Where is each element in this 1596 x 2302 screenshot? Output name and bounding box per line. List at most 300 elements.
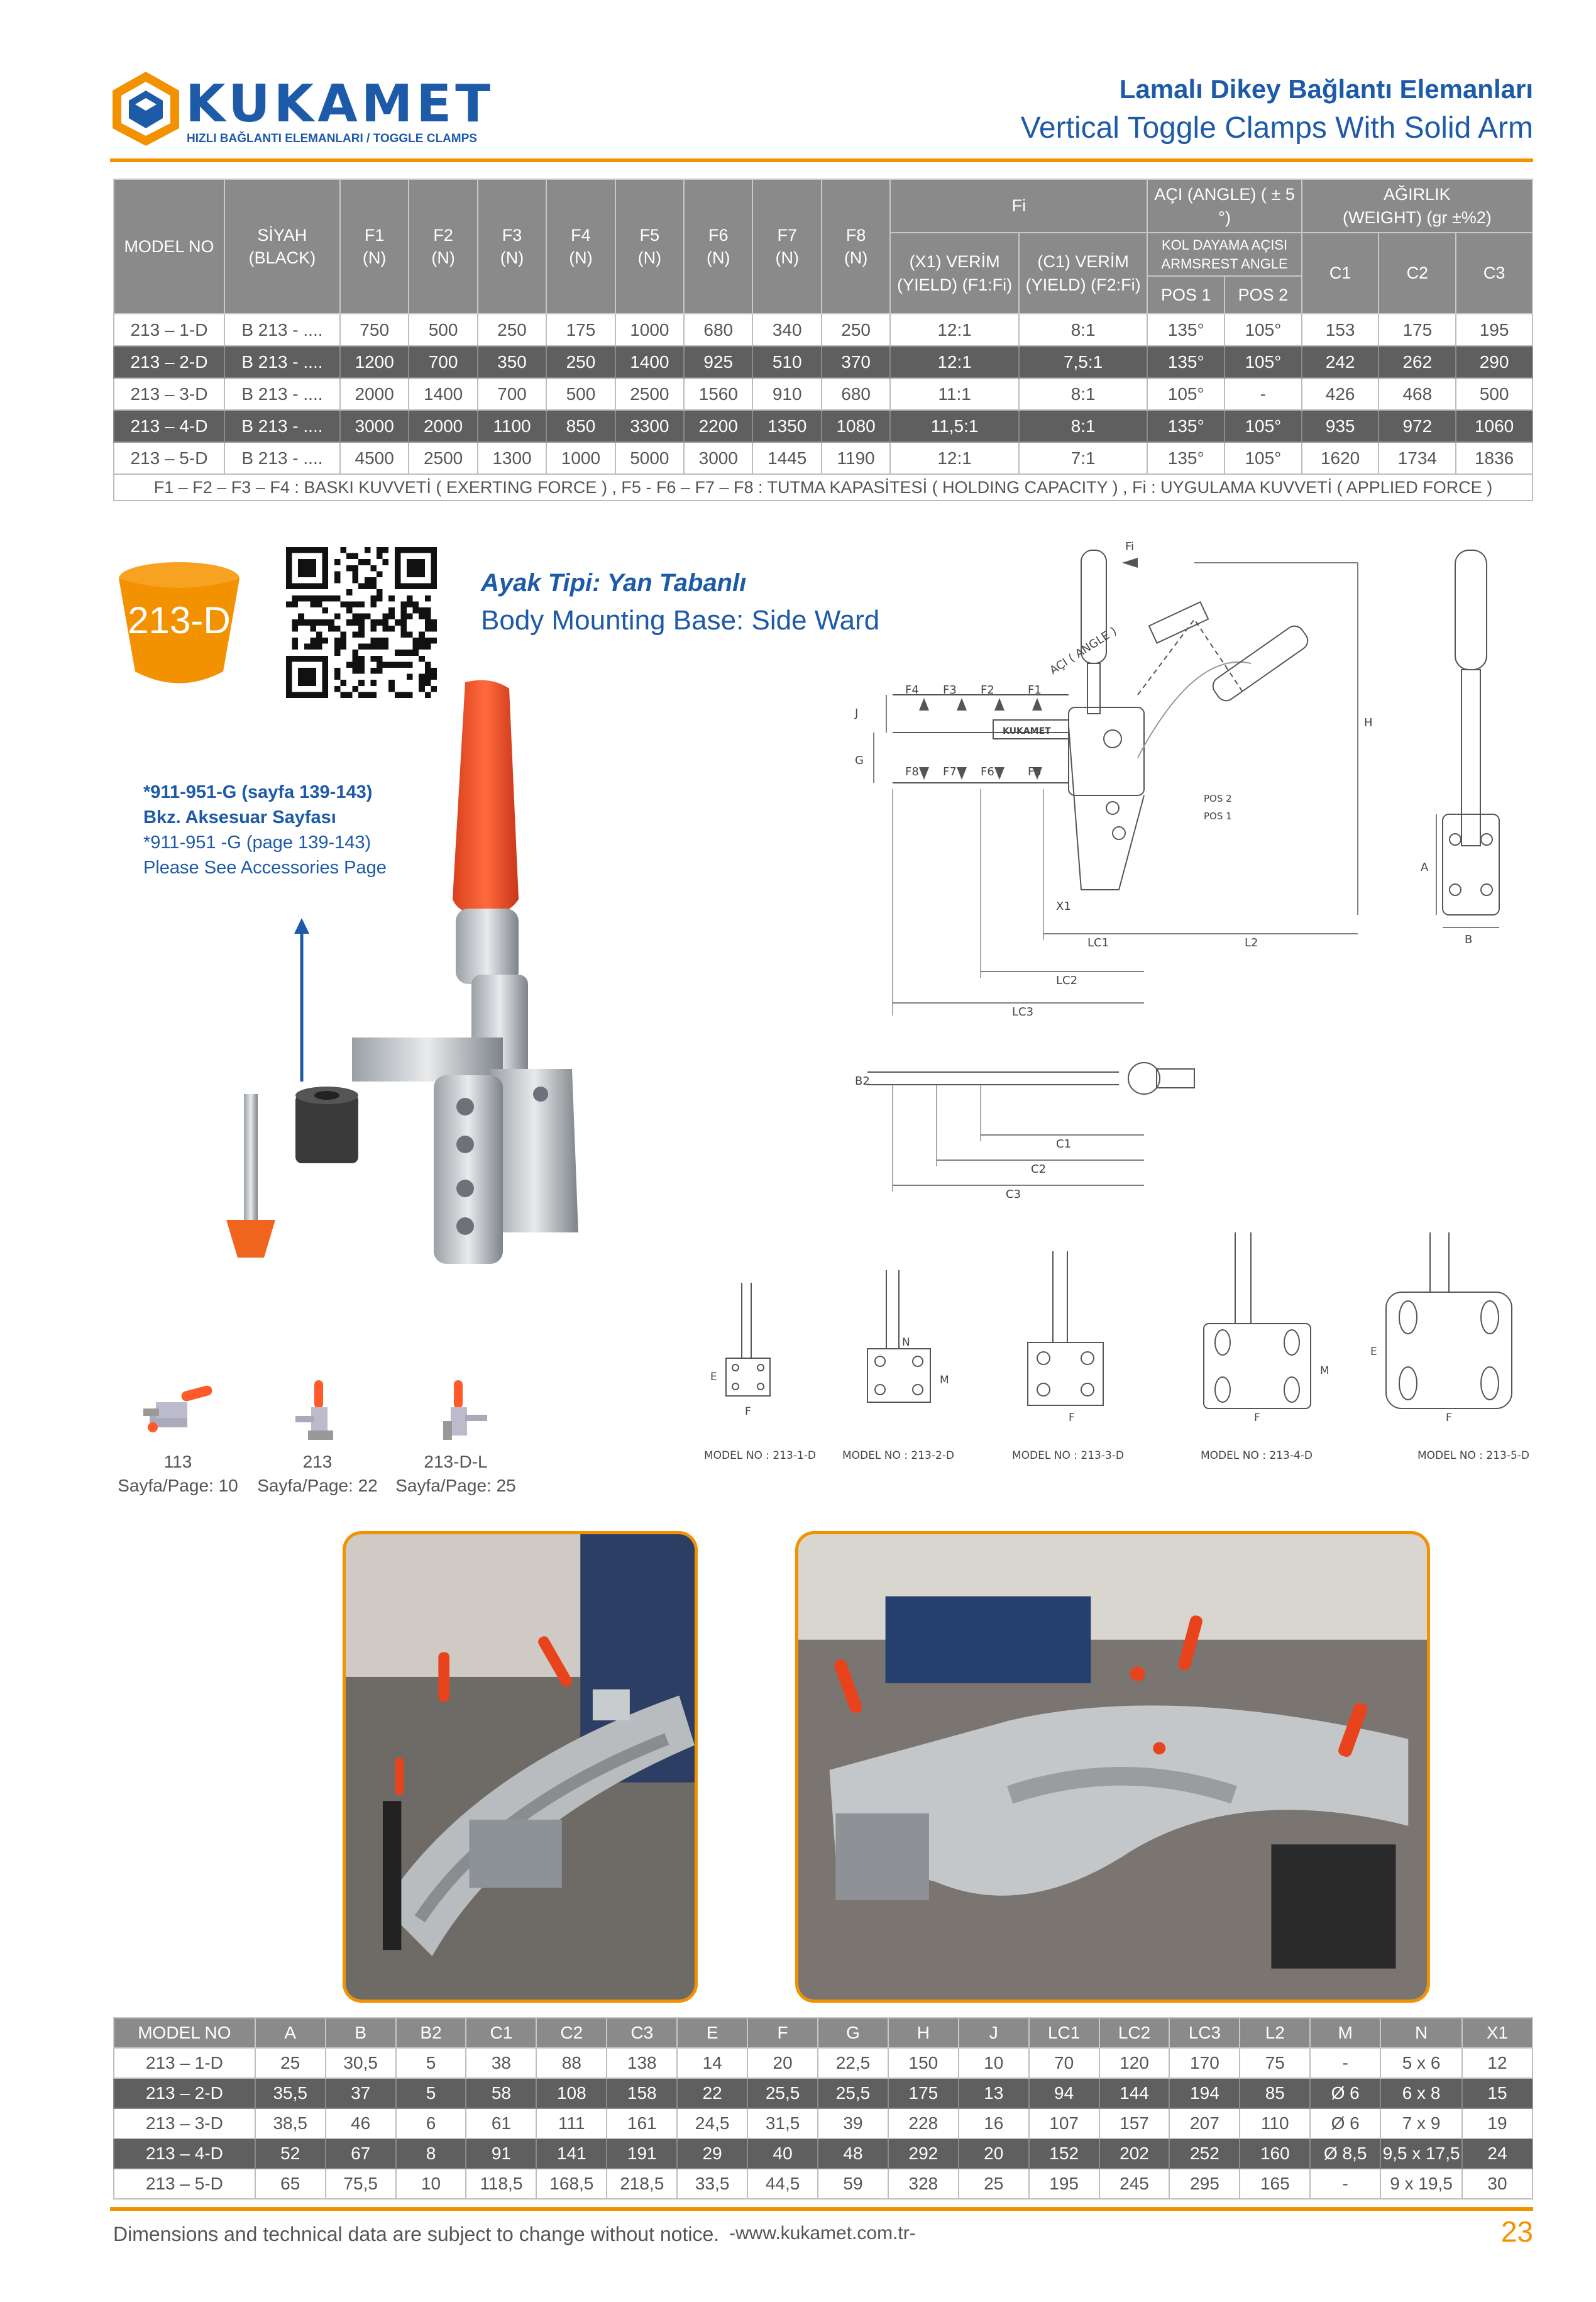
accessory-line-4: Please See Accessories Page: [143, 858, 387, 878]
accessory-line-2: Bkz. Aksesuar Sayfası: [143, 807, 336, 827]
model-label-5: MODEL NO : 213-5-D: [1417, 1449, 1530, 1462]
dim-cell: 9,5 x 17,5: [1380, 2139, 1462, 2169]
dim-header: J: [959, 2018, 1029, 2048]
spec-cell: 1000: [546, 442, 615, 474]
th-armrest: KOL DAYAMA AÇISI ARMSREST ANGLE: [1147, 233, 1301, 276]
dim-cell: 24,5: [677, 2108, 747, 2139]
spec-cell: 2500: [409, 442, 477, 474]
dim-cell: 6: [396, 2108, 466, 2139]
spec-cell: 105°: [1225, 314, 1302, 346]
label-pos1: POS 1: [1204, 811, 1232, 822]
accessory-line-3: *911-951 -G (page 139-143): [143, 833, 371, 853]
clamp-product-image: [201, 667, 610, 1283]
dim-cell: 25,5: [818, 2078, 888, 2108]
dim-cell: 22,5: [818, 2048, 888, 2078]
spec-cell: 105°: [1225, 410, 1302, 442]
spec-cell: 1060: [1456, 410, 1533, 442]
dim-cell: 58: [466, 2078, 536, 2108]
spec-cell: 850: [546, 410, 615, 442]
dim-cell: 35,5: [255, 2078, 326, 2108]
th-f6: F6 (N): [684, 179, 752, 314]
dim-row: [114, 2108, 1533, 2139]
dim-header: X1: [1462, 2018, 1533, 2048]
dim-cell: -: [1310, 2048, 1380, 2078]
dim-cell: 20: [959, 2139, 1029, 2169]
mounting-title-en: Body Mounting Base: Side Ward: [481, 605, 880, 636]
label-f3: F3: [943, 683, 957, 697]
spec-cell: B 213 - ....: [224, 442, 340, 474]
spec-cell: 1080: [822, 410, 890, 442]
dim-row: [114, 2048, 1533, 2078]
dim-row: [114, 2139, 1533, 2169]
spec-cell: 370: [822, 346, 890, 378]
dim-header: L2: [1240, 2018, 1310, 2048]
dim-header: N: [1380, 2018, 1462, 2048]
label-b: B: [1465, 933, 1473, 946]
related-213-d-l-model: 213-D-L: [424, 1452, 488, 1471]
spec-cell: 1300: [478, 442, 546, 474]
spec-cell: -: [1225, 378, 1302, 410]
dim-f-3: F: [1069, 1412, 1075, 1424]
dim-cell: 175: [888, 2078, 959, 2108]
th-angle: AÇI (ANGLE) ( ± 5 °): [1147, 179, 1301, 233]
dim-f-1: F: [745, 1405, 751, 1418]
spec-cell: 3000: [340, 410, 409, 442]
label-g: G: [855, 754, 864, 767]
spec-cell: 175: [546, 314, 615, 346]
dim-cell: 138: [607, 2048, 677, 2078]
spec-cell: 1734: [1379, 442, 1456, 474]
spec-cell: 1836: [1456, 442, 1533, 474]
spec-cell: 500: [1456, 378, 1533, 410]
spec-row: [114, 314, 1533, 346]
spec-cell: 3000: [684, 442, 752, 474]
spec-cell: 500: [546, 378, 615, 410]
spec-cell: 468: [1379, 378, 1456, 410]
spec-cell: 700: [478, 378, 546, 410]
dim-header: LC1: [1029, 2018, 1099, 2048]
dim-cell: 25: [959, 2169, 1029, 2199]
dim-cell: 48: [818, 2139, 888, 2169]
model-label-2: MODEL NO : 213-2-D: [842, 1449, 955, 1462]
th-weight: AĞIRLIK (WEIGHT) (gr ±%2): [1302, 179, 1533, 233]
spec-cell: 105°: [1225, 346, 1302, 378]
related-model-113[interactable]: [115, 1377, 241, 1498]
footer-divider: [110, 2207, 1533, 2211]
dim-cell: 158: [607, 2078, 677, 2108]
dim-row: [114, 2169, 1533, 2199]
spec-cell: 250: [478, 314, 546, 346]
spec-cell: 2500: [615, 378, 684, 410]
clamp-213-d-l-icon: [415, 1377, 497, 1446]
spec-row: [114, 346, 1533, 378]
dim-cell: 5: [396, 2078, 466, 2108]
label-c1: C1: [1056, 1137, 1072, 1151]
dim-cell: 94: [1029, 2078, 1099, 2108]
label-brand-mark: KUKAMET: [1003, 726, 1051, 736]
spec-cell: 195: [1456, 314, 1533, 346]
dim-cell: 213 – 4-D: [114, 2139, 255, 2169]
dim-cell: 15: [1462, 2078, 1533, 2108]
spec-cell: 12:1: [890, 346, 1019, 378]
th-f2: F2 (N): [409, 179, 477, 314]
label-a: A: [1421, 861, 1429, 874]
dim-cell: 160: [1240, 2139, 1310, 2169]
dim-cell: 165: [1240, 2169, 1310, 2199]
spec-cell: 175: [1379, 314, 1456, 346]
dim-cell: 328: [888, 2169, 959, 2199]
spec-cell: 213 – 5-D: [114, 442, 224, 474]
label-f5: F5: [1028, 765, 1042, 778]
spec-cell: 1350: [752, 410, 821, 442]
dim-row: [114, 2078, 1533, 2108]
dim-m-4: M: [1320, 1364, 1329, 1377]
dim-header: LC2: [1099, 2018, 1170, 2048]
dim-cell: 111: [536, 2108, 607, 2139]
dim-cell: 29: [677, 2139, 747, 2169]
brand-name: KUKAMET: [185, 74, 495, 134]
spec-cell: B 213 - ....: [224, 378, 340, 410]
th-c2: C2: [1379, 233, 1456, 314]
spec-cell: 4500: [340, 442, 409, 474]
footer-disclaimer: Dimensions and technical data are subject to change without notice.: [113, 2223, 720, 2245]
dim-cell: 213 – 1-D: [114, 2048, 255, 2078]
dim-header: C2: [536, 2018, 607, 2048]
label-x1: X1: [1056, 900, 1071, 913]
spec-cell: 1620: [1302, 442, 1379, 474]
header-divider: [110, 158, 1533, 162]
th-fi: Fi: [890, 179, 1147, 233]
dim-cell: 207: [1169, 2108, 1240, 2139]
spec-cell: 8:1: [1019, 410, 1148, 442]
dim-cell: 70: [1029, 2048, 1099, 2078]
dim-cell: 202: [1099, 2139, 1170, 2169]
footprint-213-3-d: [1028, 1251, 1103, 1405]
dim-f-5: F: [1446, 1412, 1452, 1424]
dim-cell: 107: [1029, 2108, 1099, 2139]
spec-cell: 105°: [1147, 378, 1225, 410]
spec-cell: 213 – 4-D: [114, 410, 224, 442]
dim-header: C3: [607, 2018, 677, 2048]
dim-cell: 295: [1169, 2169, 1240, 2199]
page-title-en: Vertical Toggle Clamps With Solid Arm: [1020, 111, 1533, 145]
label-f1: F1: [1028, 683, 1042, 697]
dim-cell: 218,5: [607, 2169, 677, 2199]
th-c1: C1: [1302, 233, 1379, 314]
footprint-213-5-d: [1386, 1232, 1512, 1408]
logo-hex-icon: [110, 69, 182, 148]
footprint-213-2-d: [867, 1270, 930, 1402]
label-f8: F8: [905, 765, 919, 778]
th-f3: F3 (N): [478, 179, 546, 314]
spec-cell: 135°: [1147, 346, 1225, 378]
spec-cell: 1000: [615, 314, 684, 346]
spec-note-row: [114, 474, 1533, 501]
label-c2: C2: [1031, 1163, 1047, 1176]
dim-cell: 30: [1462, 2169, 1533, 2199]
spec-cell: 510: [752, 346, 821, 378]
dim-cell: 141: [536, 2139, 607, 2169]
brand-subtitle: HIZLI BAĞLANTI ELEMANLARI / TOGGLE CLAMPS: [187, 132, 477, 145]
dim-cell: 10: [959, 2048, 1029, 2078]
spec-cell: 680: [822, 378, 890, 410]
dim-header: F: [747, 2018, 818, 2048]
spec-cell: 3300: [615, 410, 684, 442]
dim-cell: 110: [1240, 2108, 1310, 2139]
dim-cell: 157: [1099, 2108, 1170, 2139]
spec-cell: 8:1: [1019, 378, 1148, 410]
dim-cell: 14: [677, 2048, 747, 2078]
spec-cell: 12:1: [890, 314, 1019, 346]
dim-cell: 120: [1099, 2048, 1170, 2078]
dim-header: MODEL NO: [114, 2018, 255, 2048]
dim-cell: 228: [888, 2108, 959, 2139]
spec-cell: 213 – 3-D: [114, 378, 224, 410]
spec-cell: 680: [684, 314, 752, 346]
spec-cell: 1400: [409, 378, 477, 410]
spec-cell: 8:1: [1019, 314, 1148, 346]
dim-cell: 19: [1462, 2108, 1533, 2139]
related-213-d-l-page: Sayfa/Page: 25: [395, 1476, 516, 1495]
dim-cell: 25,5: [747, 2078, 818, 2108]
related-213-page: Sayfa/Page: 22: [257, 1476, 378, 1495]
dim-cell: 108: [536, 2078, 607, 2108]
dim-cell: 37: [326, 2078, 396, 2108]
th-x1-yield: (X1) VERİM (YIELD) (F1:Fi): [890, 233, 1019, 314]
th-f1: F1 (N): [340, 179, 409, 314]
spec-cell: 1100: [478, 410, 546, 442]
spec-cell: 5000: [615, 442, 684, 474]
dim-m-2: M: [940, 1374, 949, 1386]
dim-cell: 75,5: [326, 2169, 396, 2199]
dim-cell: -: [1310, 2169, 1380, 2199]
dim-cell: 194: [1169, 2078, 1240, 2108]
dim-cell: Ø 6: [1310, 2078, 1380, 2108]
dim-cell: 65: [255, 2169, 326, 2199]
spec-cell: B 213 - ....: [224, 346, 340, 378]
th-f7: F7 (N): [752, 179, 821, 314]
dim-cell: 161: [607, 2108, 677, 2139]
spec-row: [114, 378, 1533, 410]
application-photo-2: [795, 1531, 1430, 2003]
fixture-photo-1-icon: [346, 1534, 695, 2000]
spec-cell: B 213 - ....: [224, 314, 340, 346]
spec-cell: 1400: [615, 346, 684, 378]
label-angle: AÇI ( ANGLE ): [1047, 624, 1120, 678]
dim-cell: 191: [607, 2139, 677, 2169]
spec-cell: 105°: [1225, 442, 1302, 474]
spec-cell: 7,5:1: [1019, 346, 1148, 378]
dim-cell: 12: [1462, 2048, 1533, 2078]
page-number: 23: [1500, 2215, 1533, 2248]
dim-cell: 22: [677, 2078, 747, 2108]
dim-cell: 39: [818, 2108, 888, 2139]
dim-cell: 118,5: [466, 2169, 536, 2199]
spec-cell: 925: [684, 346, 752, 378]
dim-n-2: N: [902, 1336, 910, 1349]
related-model-213-d-l[interactable]: [393, 1377, 519, 1498]
spec-cell: 1560: [684, 378, 752, 410]
dim-cell: 59: [818, 2169, 888, 2199]
dim-cell: 10: [396, 2169, 466, 2199]
dim-cell: 245: [1099, 2169, 1170, 2199]
clamp-113-icon: [137, 1377, 219, 1446]
spec-cell: 1190: [822, 442, 890, 474]
dim-cell: 20: [747, 2048, 818, 2078]
model-label-3: MODEL NO : 213-3-D: [1012, 1449, 1125, 1462]
spec-cell: 11,5:1: [890, 410, 1019, 442]
label-h: H: [1364, 716, 1373, 729]
spec-cell: 7:1: [1019, 442, 1148, 474]
kukamet-logo: [110, 69, 495, 151]
dim-cell: Ø 6: [1310, 2108, 1380, 2139]
dim-cell: 170: [1169, 2048, 1240, 2078]
dim-cell: 213 – 3-D: [114, 2108, 255, 2139]
dim-cell: 88: [536, 2048, 607, 2078]
spec-row: [114, 410, 1533, 442]
th-pos2: POS 2: [1225, 276, 1302, 314]
dim-e-1: E: [710, 1371, 717, 1383]
dim-cell: 61: [466, 2108, 536, 2139]
spec-cell: 500: [409, 314, 477, 346]
spec-cell: 290: [1456, 346, 1533, 378]
model-label-4: MODEL NO : 213-4-D: [1201, 1449, 1313, 1462]
dim-cell: 195: [1029, 2169, 1099, 2199]
th-f8: F8 (N): [822, 179, 890, 314]
dim-header: E: [677, 2018, 747, 2048]
dim-cell: 38: [466, 2048, 536, 2078]
accessory-line-1: *911-951-G (sayfa 139-143): [143, 782, 373, 802]
dim-cell: 25: [255, 2048, 326, 2078]
dim-cell: 9 x 19,5: [1380, 2169, 1462, 2199]
dim-header: C1: [466, 2018, 536, 2048]
dim-cell: 40: [747, 2139, 818, 2169]
label-f6: F6: [981, 765, 994, 778]
dim-cell: 168,5: [536, 2169, 607, 2199]
spec-cell: 935: [1302, 410, 1379, 442]
mounting-title-tr: Ayak Tipi: Yan Tabanlı: [481, 569, 747, 597]
spec-cell: 972: [1379, 410, 1456, 442]
spec-table: [113, 179, 1533, 501]
badge-label: 213-D: [128, 599, 231, 641]
spec-note: F1 – F2 – F3 – F4 : BASKI KUVVETİ ( EXERTING FORCE ) , F5 - F6 – F7 – F8 : TUTMA KAPASİTESİ ( HOLDING CAPACITY ) , Fi : UYGULAMA KUVVETİ ( APPLIED FORCE ): [114, 474, 1533, 501]
dim-header: B: [326, 2018, 396, 2048]
th-c3: C3: [1456, 233, 1533, 314]
spec-cell: 750: [340, 314, 409, 346]
model-footprint-drawings: [691, 1232, 1534, 1471]
th-model: MODEL NO: [114, 179, 224, 314]
related-213-model: 213: [302, 1452, 333, 1471]
dim-cell: 24: [1462, 2139, 1533, 2169]
spec-cell: 135°: [1147, 410, 1225, 442]
footer-website[interactable]: -www.kukamet.com.tr-: [729, 2223, 916, 2244]
dim-cell: 213 – 2-D: [114, 2078, 255, 2108]
dim-header: LC3: [1169, 2018, 1240, 2048]
dim-cell: 5: [396, 2048, 466, 2078]
dim-cell: 6 x 8: [1380, 2078, 1462, 2108]
spec-cell: 250: [822, 314, 890, 346]
page-title-tr: Lamalı Dikey Bağlantı Elemanları: [1119, 74, 1533, 104]
spec-cell: 426: [1302, 378, 1379, 410]
spec-cell: 350: [478, 346, 546, 378]
clamp-213-icon: [277, 1377, 358, 1446]
dim-cell: 91: [466, 2139, 536, 2169]
th-pos1: POS 1: [1147, 276, 1225, 314]
spec-cell: 262: [1379, 346, 1456, 378]
spec-cell: 2200: [684, 410, 752, 442]
dim-cell: 8: [396, 2139, 466, 2169]
label-lc1: LC1: [1087, 936, 1109, 949]
spec-cell: 213 – 2-D: [114, 346, 224, 378]
dim-cell: 30,5: [326, 2048, 396, 2078]
model-label-1: MODEL NO : 213-1-D: [704, 1449, 817, 1462]
dim-cell: 292: [888, 2139, 959, 2169]
label-lc3: LC3: [1012, 1005, 1034, 1019]
spec-cell: 12:1: [890, 442, 1019, 474]
dim-cell: 31,5: [747, 2108, 818, 2139]
spec-cell: 2000: [340, 378, 409, 410]
related-113-page: Sayfa/Page: 10: [118, 1476, 238, 1495]
technical-drawing: [842, 538, 1534, 1229]
dim-cell: 150: [888, 2048, 959, 2078]
th-f5: F5 (N): [615, 179, 684, 314]
spec-cell: 910: [752, 378, 821, 410]
label-f4: F4: [905, 683, 919, 697]
spec-cell: 1200: [340, 346, 409, 378]
dim-cell: 33,5: [677, 2169, 747, 2199]
th-f4: F4 (N): [546, 179, 615, 314]
dim-cell: 38,5: [255, 2108, 326, 2139]
dim-cell: 13: [959, 2078, 1029, 2108]
dim-cell: 75: [1240, 2048, 1310, 2078]
dim-cell: 52: [255, 2139, 326, 2169]
label-j: J: [855, 707, 859, 720]
dim-header: B2: [396, 2018, 466, 2048]
related-model-213[interactable]: [255, 1377, 380, 1498]
dim-cell: 252: [1169, 2139, 1240, 2169]
spec-cell: 153: [1302, 314, 1379, 346]
label-f7: F7: [943, 765, 957, 778]
spec-cell: B 213 - ....: [224, 410, 340, 442]
dim-cell: 46: [326, 2108, 396, 2139]
spec-cell: 135°: [1147, 314, 1225, 346]
spec-cell: 1445: [752, 442, 821, 474]
dim-cell: 7 x 9: [1380, 2108, 1462, 2139]
dim-cell: Ø 8,5: [1310, 2139, 1380, 2169]
spec-cell: 11:1: [890, 378, 1019, 410]
dim-cell: 67: [326, 2139, 396, 2169]
dim-cell: 5 x 6: [1380, 2048, 1462, 2078]
label-fi: Fi: [1125, 540, 1135, 553]
dim-cell: 44,5: [747, 2169, 818, 2199]
dim-header: G: [818, 2018, 888, 2048]
spec-row: [114, 442, 1533, 474]
dimension-table: [113, 2017, 1533, 2200]
label-c3: C3: [1006, 1188, 1021, 1201]
label-l2: L2: [1245, 936, 1258, 949]
spec-cell: 242: [1302, 346, 1379, 378]
fixture-photo-2-icon: [798, 1534, 1427, 2000]
dim-e-5: E: [1370, 1346, 1377, 1358]
dim-cell: 85: [1240, 2078, 1310, 2108]
spec-cell: 2000: [409, 410, 477, 442]
label-f2: F2: [981, 683, 994, 697]
footprint-213-1-d: [726, 1283, 770, 1396]
dim-header: A: [255, 2018, 326, 2048]
label-b2: B2: [855, 1075, 870, 1088]
footprint-213-4-d: [1204, 1232, 1311, 1408]
dim-header: M: [1310, 2018, 1380, 2048]
